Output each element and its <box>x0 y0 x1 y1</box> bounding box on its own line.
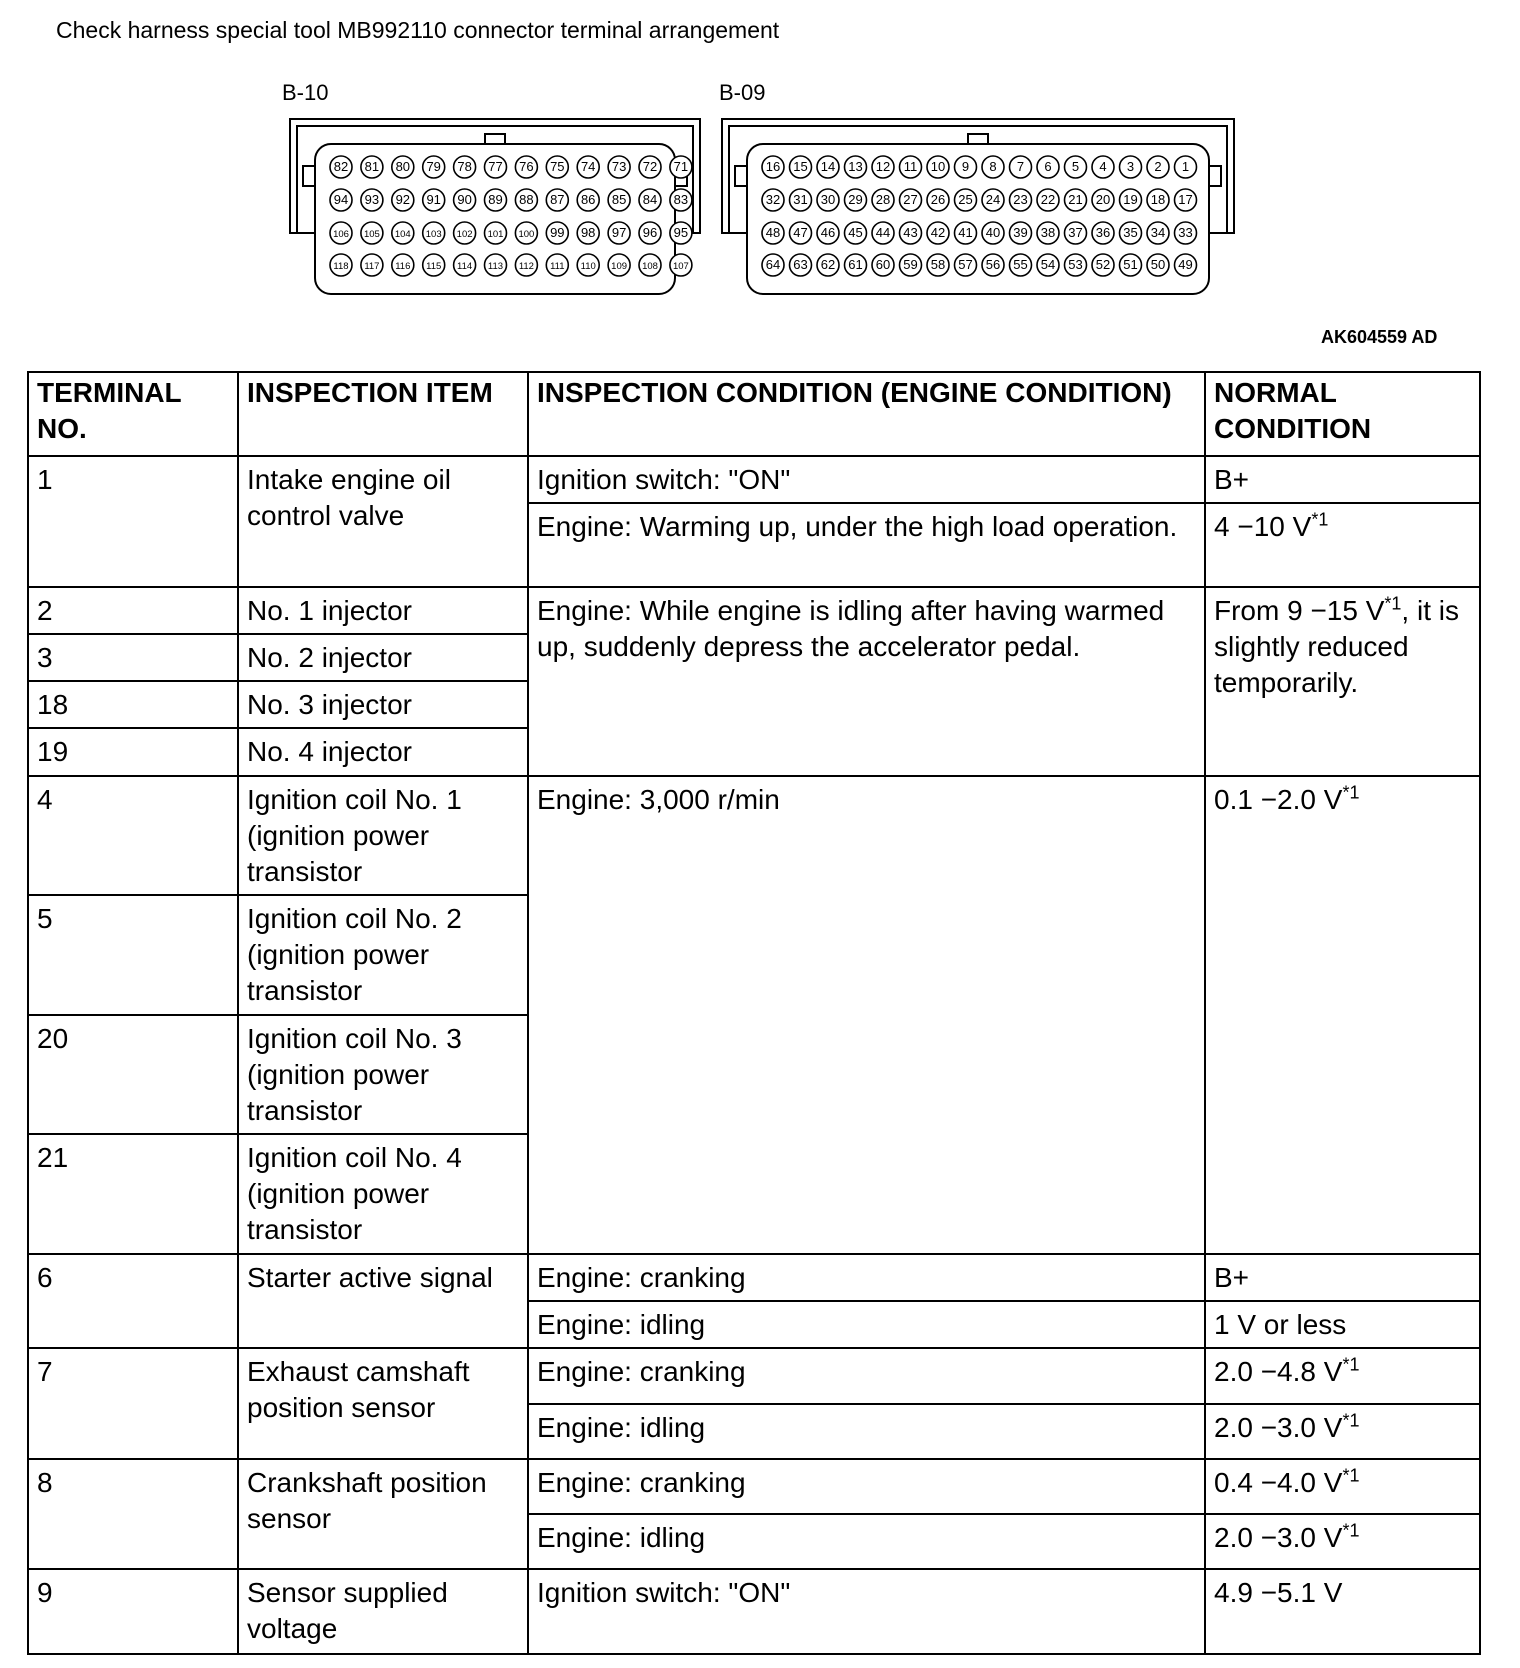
item-cell: Intake engine oil control valve <box>238 456 528 587</box>
terminal-pin-label: 32 <box>765 192 781 207</box>
normal-value: 2.0 −3.0 V <box>1214 1522 1343 1554</box>
item-cell: Ignition coil No. 4 (ignition power transistor <box>238 1134 528 1254</box>
figure-caption: Check harness special tool MB992110 connector terminal arrangement <box>56 17 780 43</box>
terminal-pin-label: 13 <box>848 159 863 174</box>
normal-value: 0.1 −2.0 V <box>1214 783 1343 815</box>
normal-value: From 9 −15 V <box>1214 594 1385 626</box>
terminal-pin-label: 95 <box>673 225 689 240</box>
normal-cell <box>1205 776 1480 1254</box>
condition-cell: Engine: idling <box>528 1301 1205 1348</box>
terminal-pin-label: 88 <box>519 192 534 207</box>
terminal-pin-label: 64 <box>765 257 781 272</box>
terminal-pin-label: 27 <box>903 192 918 207</box>
terminal-pin-label: 72 <box>642 159 658 174</box>
terminal-pin-label: 47 <box>793 225 808 240</box>
terminal-cell: 18 <box>28 681 238 728</box>
item-cell: No. 3 injector <box>238 681 528 728</box>
terminal-pin-label: 74 <box>580 159 596 174</box>
header-terminal-no: TERMINAL NO. <box>28 372 238 456</box>
condition-cell: Engine: cranking <box>528 1254 1205 1301</box>
terminal-pin-label: 93 <box>364 192 380 207</box>
terminal-pin-label: 30 <box>820 192 836 207</box>
item-cell: No. 1 injector <box>238 587 528 634</box>
connector-b10-label: B-10 <box>282 80 329 105</box>
terminal-pin-label: 28 <box>875 192 891 207</box>
footnote-mark: *1 <box>1342 1355 1360 1376</box>
condition-cell: Ignition switch: "ON" <box>528 1569 1205 1654</box>
normal-cell <box>1205 1348 1480 1403</box>
normal-value: 0.4 −4.0 V <box>1214 1466 1343 1498</box>
table-row <box>28 456 1480 503</box>
terminal-pin-label: 111 <box>550 261 565 272</box>
header-inspection-condition: INSPECTION CONDITION (ENGINE CONDITION) <box>528 372 1205 456</box>
condition-cell: Engine: cranking <box>528 1348 1205 1403</box>
terminal-pin-label: 89 <box>488 192 503 207</box>
terminal-cell: 2 <box>28 587 238 634</box>
terminal-pin-label: 102 <box>456 229 473 240</box>
terminal-cell: 19 <box>28 728 238 775</box>
terminal-pin-label: 2 <box>1154 159 1162 174</box>
terminal-pin-label: 90 <box>457 192 472 207</box>
terminal-cell: 21 <box>28 1134 238 1254</box>
normal-cell: 4.9 −5.1 V <box>1205 1569 1480 1654</box>
item-cell: Ignition coil No. 3 (ignition power transistor <box>238 1015 528 1135</box>
terminal-pin-label: 25 <box>958 192 973 207</box>
terminal-pin-label: 5 <box>1071 159 1080 174</box>
table-row <box>28 776 1480 896</box>
terminal-pin-label: 14 <box>820 159 836 174</box>
terminal-pin-label: 53 <box>1068 257 1083 272</box>
normal-cell: B+ <box>1205 456 1480 503</box>
condition-cell: Ignition switch: "ON" <box>528 456 1205 503</box>
item-cell: Starter active signal <box>238 1254 528 1348</box>
terminal-cell: 20 <box>28 1015 238 1135</box>
terminal-pin-label: 43 <box>903 225 918 240</box>
table-row <box>28 1569 1480 1654</box>
terminal-pin-label: 115 <box>426 261 442 272</box>
terminal-pin-label: 106 <box>333 229 349 240</box>
item-cell: Ignition coil No. 1 (ignition power transistor <box>238 776 528 896</box>
terminal-cell: 5 <box>28 895 238 1015</box>
terminal-pin-label: 113 <box>487 261 504 272</box>
terminal-pin-label: 92 <box>395 192 411 207</box>
terminal-pin-label: 59 <box>903 257 918 272</box>
terminal-pin-label: 83 <box>673 192 689 207</box>
normal-note: , it is slightly reduced temporarily. <box>1214 594 1459 698</box>
table-row <box>28 587 1480 634</box>
terminal-pin-label: 96 <box>642 225 658 240</box>
terminal-cell: 1 <box>28 456 238 587</box>
figure-code: AK604559 AD <box>1321 327 1438 347</box>
normal-cell: 1 V or less <box>1205 1301 1480 1348</box>
header-inspection-item: INSPECTION ITEM <box>238 372 528 456</box>
terminal-pin-label: 26 <box>930 192 946 207</box>
normal-value: 4 −10 V <box>1214 511 1312 543</box>
terminal-pin-label: 56 <box>985 257 1001 272</box>
terminal-pin-label: 44 <box>875 225 891 240</box>
terminal-pin-label: 9 <box>961 159 970 174</box>
terminal-pin-label: 107 <box>672 261 689 272</box>
terminal-pin-label: 118 <box>333 261 349 272</box>
terminal-pin-label: 20 <box>1095 192 1111 207</box>
terminal-pin-label: 3 <box>1126 159 1135 174</box>
terminal-pin-label: 61 <box>848 257 863 272</box>
terminal-pin-label: 100 <box>518 229 535 240</box>
terminal-pin-label: 7 <box>1016 159 1025 174</box>
footnote-mark: *1 <box>1311 509 1329 530</box>
terminal-cell: 6 <box>28 1254 238 1348</box>
terminal-pin-label: 112 <box>518 261 534 272</box>
terminal-pin-label: 22 <box>1040 192 1056 207</box>
terminal-pin-label: 63 <box>793 257 808 272</box>
table-row <box>28 1459 1480 1514</box>
terminal-pin-label: 37 <box>1068 225 1083 240</box>
terminal-pin-label: 17 <box>1178 192 1193 207</box>
terminal-pin-label: 60 <box>875 257 891 272</box>
footnote-mark: *1 <box>1342 782 1360 803</box>
terminal-pin-label: 11 <box>903 159 918 174</box>
terminal-pin-label: 36 <box>1095 225 1111 240</box>
terminal-pin-label: 73 <box>611 159 627 174</box>
terminal-cell: 3 <box>28 634 238 681</box>
terminal-pin-label: 31 <box>793 192 808 207</box>
terminal-pin-label: 21 <box>1068 192 1083 207</box>
terminal-pin-label: 80 <box>395 159 411 174</box>
terminal-pin-label: 48 <box>765 225 781 240</box>
terminal-pin-label: 84 <box>642 192 658 207</box>
terminal-pin-label: 49 <box>1178 257 1193 272</box>
terminal-pin-label: 15 <box>793 159 808 174</box>
terminal-pin-label: 58 <box>930 257 946 272</box>
footnote-mark: *1 <box>1342 1410 1360 1431</box>
terminal-pin-label: 110 <box>580 261 596 272</box>
normal-cell <box>1205 1404 1480 1459</box>
terminal-pin-label: 78 <box>457 159 472 174</box>
terminal-pin-label: 103 <box>425 229 442 240</box>
terminal-pin-label: 71 <box>673 159 689 174</box>
item-cell: No. 2 injector <box>238 634 528 681</box>
terminal-pin-label: 8 <box>989 159 997 174</box>
normal-value: 2.0 −3.0 V <box>1214 1411 1343 1443</box>
terminal-pin-label: 87 <box>550 192 565 207</box>
terminal-pin-label: 101 <box>487 229 504 240</box>
terminal-pin-label: 82 <box>333 159 349 174</box>
terminal-pin-label: 79 <box>426 159 441 174</box>
terminal-pin-label: 105 <box>363 229 380 240</box>
condition-cell: Engine: 3,000 r/min <box>528 776 1205 1254</box>
terminal-pin-label: 81 <box>364 159 380 174</box>
terminal-pin-label: 54 <box>1040 257 1056 272</box>
terminal-pin-label: 39 <box>1013 225 1028 240</box>
table-header-row <box>28 372 1480 456</box>
terminal-pin-label: 109 <box>611 261 628 272</box>
footnote-mark: *1 <box>1384 593 1402 614</box>
terminal-pin-label: 16 <box>765 159 781 174</box>
table-row <box>28 1254 1480 1301</box>
terminal-pin-label: 51 <box>1123 257 1138 272</box>
terminal-pin-label: 38 <box>1040 225 1056 240</box>
terminal-pin-label: 91 <box>426 192 441 207</box>
terminal-pin-label: 45 <box>848 225 863 240</box>
normal-cell: B+ <box>1205 1254 1480 1301</box>
terminal-pin-label: 10 <box>930 159 946 174</box>
connector-b10-diagram <box>289 118 701 296</box>
item-cell: No. 4 injector <box>238 728 528 775</box>
connector-b09-label: B-09 <box>719 80 766 105</box>
terminal-pin-label: 40 <box>985 225 1001 240</box>
terminal-pin-label: 94 <box>333 192 349 207</box>
terminal-pin-label: 104 <box>394 229 411 240</box>
terminal-pin-label: 4 <box>1099 159 1107 174</box>
terminal-pin-label: 34 <box>1150 225 1166 240</box>
terminal-cell: 8 <box>28 1459 238 1570</box>
terminal-cell: 7 <box>28 1348 238 1459</box>
normal-cell <box>1205 587 1480 776</box>
normal-cell <box>1205 1459 1480 1514</box>
condition-cell: Engine: Warming up, under the high load operation. <box>528 503 1205 586</box>
terminal-pin-label: 23 <box>1013 192 1028 207</box>
item-cell: Ignition coil No. 2 (ignition power transistor <box>238 895 528 1015</box>
condition-cell: Engine: idling <box>528 1404 1205 1459</box>
terminal-pin-label: 75 <box>550 159 565 174</box>
terminal-pin-label: 6 <box>1044 159 1052 174</box>
terminal-pin-label: 76 <box>519 159 534 174</box>
terminal-pin-label: 19 <box>1123 192 1138 207</box>
terminal-pin-label: 77 <box>488 159 503 174</box>
terminal-pin-label: 35 <box>1123 225 1138 240</box>
item-cell: Sensor supplied voltage <box>238 1569 528 1654</box>
terminal-pin-label: 52 <box>1095 257 1111 272</box>
terminal-pin-label: 50 <box>1150 257 1166 272</box>
terminal-cell: 9 <box>28 1569 238 1654</box>
terminal-pin-label: 46 <box>820 225 836 240</box>
normal-cell <box>1205 1514 1480 1569</box>
header-normal-condition: NORMAL CONDITION <box>1205 372 1480 456</box>
terminal-pin-label: 29 <box>848 192 863 207</box>
terminal-pin-label: 85 <box>611 192 627 207</box>
table-row <box>28 1348 1480 1403</box>
normal-cell <box>1205 503 1480 586</box>
terminal-cell: 4 <box>28 776 238 896</box>
item-cell: Exhaust camshaft position sensor <box>238 1348 528 1459</box>
terminal-pin-label: 55 <box>1013 257 1028 272</box>
terminal-pin-label: 98 <box>580 225 596 240</box>
terminal-pin-label: 33 <box>1178 225 1193 240</box>
inspection-table <box>27 371 1481 1655</box>
terminal-pin-label: 114 <box>457 261 473 272</box>
terminal-pin-label: 62 <box>820 257 836 272</box>
terminal-pin-label: 41 <box>958 225 973 240</box>
footnote-mark: *1 <box>1342 1520 1360 1541</box>
footnote-mark: *1 <box>1342 1465 1360 1486</box>
terminal-pin-label: 1 <box>1181 159 1190 174</box>
condition-cell: Engine: cranking <box>528 1459 1205 1514</box>
terminal-pin-label: 97 <box>611 225 627 240</box>
connector-b09-diagram <box>721 118 1235 296</box>
item-cell: Crankshaft position sensor <box>238 1459 528 1570</box>
normal-value: 2.0 −4.8 V <box>1214 1356 1343 1388</box>
terminal-pin-label: 99 <box>550 225 565 240</box>
terminal-pin-label: 57 <box>958 257 973 272</box>
condition-cell: Engine: idling <box>528 1514 1205 1569</box>
terminal-pin-label: 42 <box>930 225 946 240</box>
terminal-pin-label: 86 <box>580 192 596 207</box>
terminal-pin-label: 18 <box>1150 192 1166 207</box>
terminal-pin-label: 108 <box>642 261 658 272</box>
terminal-pin-label: 12 <box>875 159 891 174</box>
terminal-pin-label: 24 <box>985 192 1001 207</box>
terminal-pin-label: 116 <box>395 261 411 272</box>
terminal-pin-label: 117 <box>364 261 380 272</box>
condition-cell: Engine: While engine is idling after having warmed up, suddenly depress the accelerator pedal. <box>528 587 1205 776</box>
